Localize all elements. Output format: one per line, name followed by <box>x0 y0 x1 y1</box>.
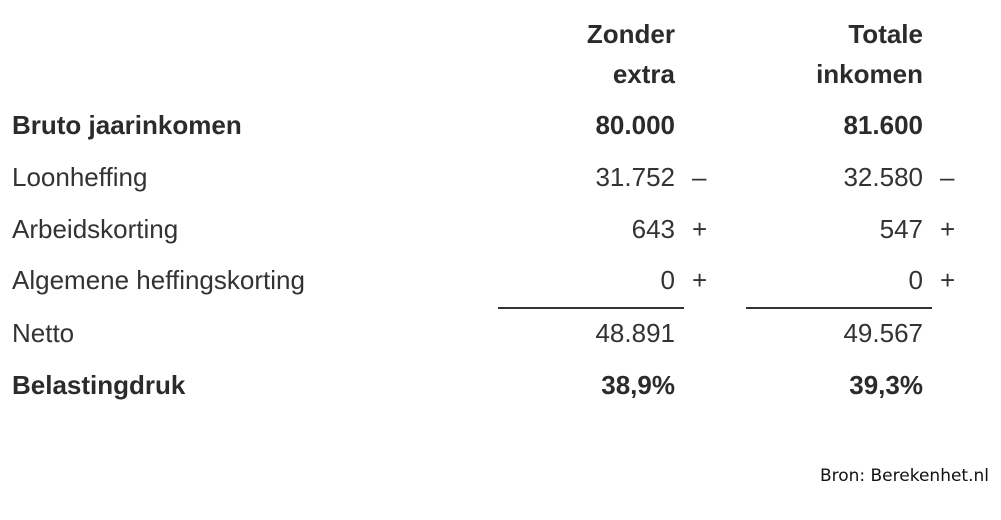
operator-plus-sign: + <box>692 214 708 244</box>
value-zonder-extra-arbeidskorting: 643 <box>631 214 675 244</box>
value-totale-inkomen-loonheffing: 32.580 <box>843 162 923 192</box>
value-totale-inkomen-belastingdruk: 39,3% <box>849 370 923 400</box>
row-label-loonheffing: Loonheffing <box>12 162 148 192</box>
value-zonder-extra-bruto: 80.000 <box>595 110 675 140</box>
operator-minus-sign: – <box>940 162 955 192</box>
sum-divider-line <box>746 307 932 309</box>
value-totale-inkomen-bruto: 81.600 <box>843 110 923 140</box>
row-label-arbeidskorting: Arbeidskorting <box>12 214 179 244</box>
column-header-totale-inkomen <box>760 14 923 94</box>
row-label-belastingdruk: Belastingdruk <box>12 370 186 400</box>
column-header-zonder-extra <box>520 14 675 94</box>
value-totale-inkomen-netto: 49.567 <box>843 318 923 348</box>
row-label-algemene-heffingskorting: Algemene heffingskorting <box>12 265 305 295</box>
value-zonder-extra-belastingdruk: 38,9% <box>601 370 675 400</box>
value-zonder-extra-heffingskorting: 0 <box>660 265 675 295</box>
column-header-line: inkomen <box>816 59 923 89</box>
value-totale-inkomen-arbeidskorting: 547 <box>879 214 923 244</box>
value-zonder-extra-loonheffing: 31.752 <box>595 162 675 192</box>
operator-plus-sign: + <box>692 265 708 295</box>
source-credit: Bron: Berekenhet.nl <box>819 466 989 486</box>
sum-divider-line <box>498 307 684 309</box>
operator-plus-sign: + <box>940 265 956 295</box>
value-totale-inkomen-heffingskorting: 0 <box>908 265 923 295</box>
row-label-bruto-jaarinkomen: Bruto jaarinkomen <box>12 110 242 140</box>
operator-plus-sign: + <box>940 214 956 244</box>
column-header-line: Totale <box>848 19 923 49</box>
row-label-netto: Netto <box>12 318 75 348</box>
column-header-line: extra <box>612 59 675 89</box>
operator-minus-sign: – <box>692 162 707 192</box>
value-zonder-extra-netto: 48.891 <box>595 318 675 348</box>
column-header-line: Zonder <box>586 19 675 49</box>
